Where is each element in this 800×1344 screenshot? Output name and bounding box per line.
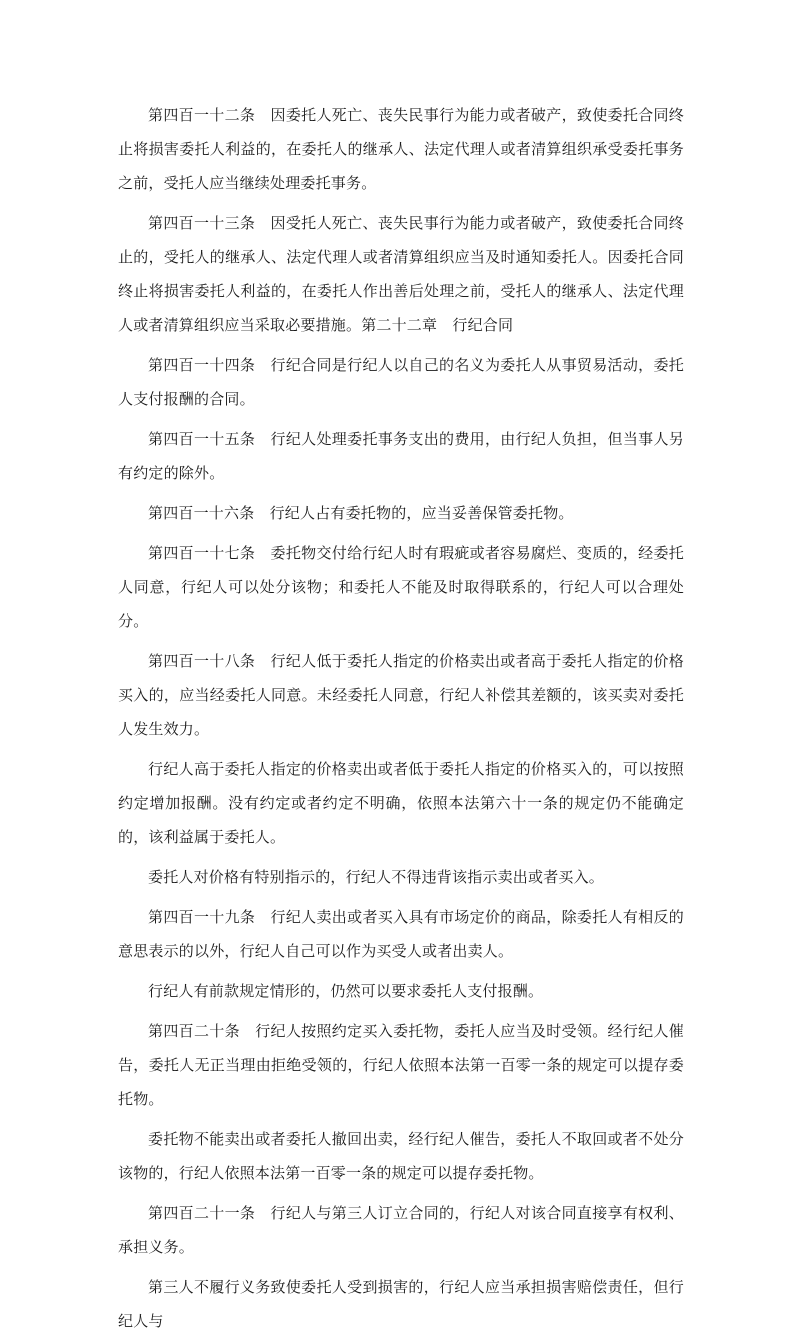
paragraph-article-412: 第四百一十二条 因委托人死亡、丧失民事行为能力或者破产，致使委托合同终止将损害委托人利益的，在委托人的继承人、法定代理人或者清算组织承受委托事务之前，受托人应当继续处理委托事务。 xyxy=(118,106,684,192)
paragraph-article-420-clause-2: 委托物不能卖出或者委托人撤回出卖，经行纪人催告，委托人不取回或者不处分该物的，行纪人依照本法第一百零一条的规定可以提存委托物。 xyxy=(118,1130,684,1182)
paragraph-article-419: 第四百一十九条 行纪人卖出或者买入具有市场定价的商品，除委托人有相反的意思表示的以外，行纪人自己可以作为买受人或者出卖人。 xyxy=(118,908,684,960)
paragraph-article-415: 第四百一十五条 行纪人处理委托事务支出的费用，由行纪人负担，但当事人另有约定的除外。 xyxy=(118,430,684,482)
paragraph-article-420: 第四百二十条 行纪人按照约定买入委托物，委托人应当及时受领。经行纪人催告，委托人无正当理由拒绝受领的，行纪人依照本法第一百零一条的规定可以提存委托物。 xyxy=(118,1022,684,1108)
paragraph-article-413: 第四百一十三条 因受托人死亡、丧失民事行为能力或者破产，致使委托合同终止的，受托人的继承人、法定代理人或者清算组织应当及时通知委托人。因委托合同终止将损害委托人利益的，在委托人作出善后处理之前，受托人的继承人、法定代理人或者清算组织应当采取必要措施。第二十二章 行纪合同 xyxy=(118,214,684,334)
document-body xyxy=(118,98,684,1344)
paragraph-article-416: 第四百一十六条 行纪人占有委托物的，应当妥善保管委托物。 xyxy=(148,504,574,522)
paragraph-article-421: 第四百二十一条 行纪人与第三人订立合同的，行纪人对该合同直接享有权利、承担义务。 xyxy=(118,1204,684,1256)
paragraph-article-418-clause-3: 委托人对价格有特别指示的，行纪人不得违背该指示卖出或者买入。 xyxy=(148,868,605,886)
paragraph-article-418: 第四百一十八条 行纪人低于委托人指定的价格卖出或者高于委托人指定的价格买入的，应当经委托人同意。未经委托人同意，行纪人补偿其差额的，该买卖对委托人发生效力。 xyxy=(118,652,684,738)
paragraph-article-418-clause-2: 行纪人高于委托人指定的价格卖出或者低于委托人指定的价格买入的，可以按照约定增加报酬。没有约定或者约定不明确，依照本法第六十一条的规定仍不能确定的，该利益属于委托人。 xyxy=(118,760,684,846)
paragraph-article-417: 第四百一十七条 委托物交付给行纪人时有瑕疵或者容易腐烂、变质的，经委托人同意，行纪人可以处分该物；和委托人不能及时取得联系的，行纪人可以合理处分。 xyxy=(118,544,684,630)
paragraph-article-419-clause-2: 行纪人有前款规定情形的，仍然可以要求委托人支付报酬。 xyxy=(148,982,544,1000)
paragraph-article-421-clause-2: 第三人不履行义务致使委托人受到损害的，行纪人应当承担损害赔偿责任，但行纪人与 xyxy=(118,1278,684,1330)
paragraph-article-414: 第四百一十四条 行纪合同是行纪人以自己的名义为委托人从事贸易活动，委托人支付报酬的合同。 xyxy=(118,356,684,408)
